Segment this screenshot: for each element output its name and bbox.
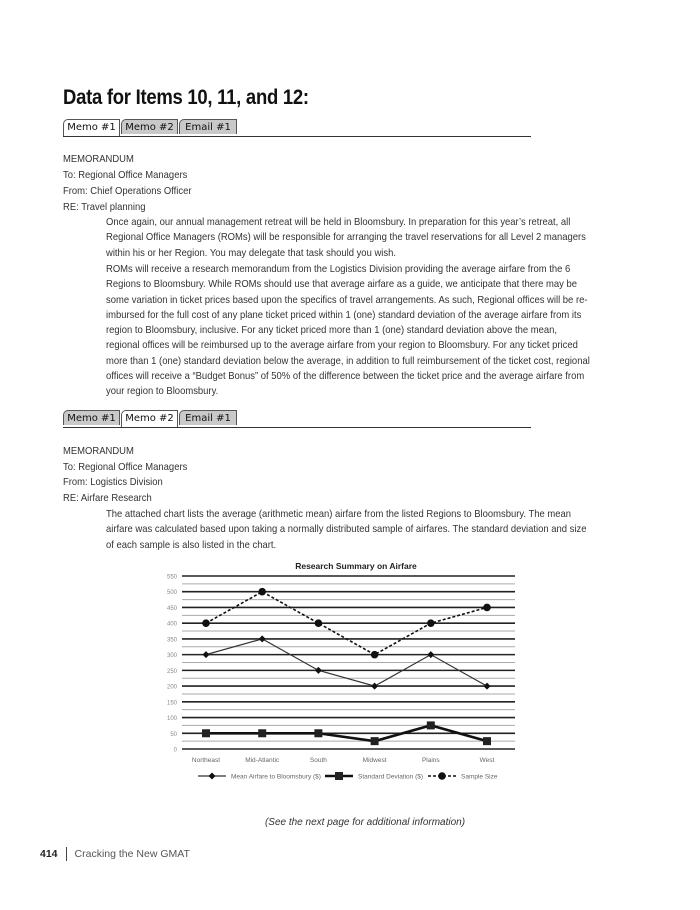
memo1-from: From: Chief Operations Officer [63,185,192,197]
page-number: 414 [40,847,58,860]
circle-marker-icon [258,588,266,596]
square-marker-icon [258,729,266,737]
legend-label: Mean Airfare to Bloomsbury ($) [231,773,321,781]
circle-marker-icon [202,619,210,627]
legend-circle-icon [438,772,446,780]
y-tick-label: 300 [166,653,177,660]
x-category-label: Midwest [362,757,387,764]
y-tick-label: 500 [166,590,177,597]
y-tick-label: 100 [166,716,177,723]
legend-label: Sample Size [461,773,498,781]
memo1-paragraph-1: Once again, our annual management retreat will be held in Bloomsbury. In preparation for this year’s retreat, all Regional Office Managers (ROMs) will be responsible for arranging the travel reservations for all Level 2 managers within his or her Region. You may delegate that task should you wish. [106,216,586,259]
book-title: Cracking the New GMAT [74,847,190,860]
footer-divider [66,847,67,861]
tab-memo-1[interactable]: Memo #1 [63,410,120,425]
memo2-to: To: Regional Office Managers [63,461,188,473]
tab-bar-memo1 [63,119,531,137]
diamond-marker-icon [427,651,434,658]
y-tick-label: 250 [166,668,177,675]
diamond-marker-icon [259,635,266,642]
x-category-label: Northeast [191,757,221,764]
y-tick-label: 150 [166,700,177,707]
x-category-label: West [479,757,495,764]
y-tick-label: 50 [170,731,177,738]
square-marker-icon [371,737,379,745]
y-tick-label: 550 [166,574,177,581]
memo2-from: From: Logistics Division [63,476,163,488]
diamond-marker-icon [315,667,322,674]
y-tick-label: 450 [166,605,177,612]
series-line [206,639,487,686]
memo2-type: MEMORANDUM [63,445,134,457]
square-marker-icon [314,729,322,737]
y-tick-label: 400 [166,621,177,628]
square-marker-icon [483,737,491,745]
legend-label: Standard Deviation ($) [358,773,424,781]
x-category-label: South [309,757,327,764]
tab-bar-memo2 [63,410,531,428]
series-line [206,725,487,741]
diamond-marker-icon [371,683,378,690]
series-line [206,592,487,655]
y-tick-label: 0 [173,747,177,754]
memo2-paragraph-1: The attached chart lists the average (arithmetic mean) airfare from the listed Regions to Bloomsbury. The mean airfare was calculated based upon taking a normally distributed sample of airfares. The standard deviation and size of each sample is also listed in the chart. [106,508,587,551]
tab-memo-2[interactable]: Memo #2 [121,410,178,427]
page-footer [40,847,190,861]
square-marker-icon [427,721,435,729]
next-page-note: (See the next page for additional information) [264,817,466,828]
y-tick-label: 350 [166,637,177,644]
memo2-re: RE: Airfare Research [63,492,152,504]
y-tick-label: 200 [166,684,177,691]
tab-email-1[interactable]: Email #1 [179,119,237,134]
tab-memo-1[interactable]: Memo #1 [63,119,120,136]
circle-marker-icon [315,619,323,627]
memo1-type: MEMORANDUM [63,153,134,165]
legend-square-icon [335,772,343,780]
tab-memo-2[interactable]: Memo #2 [121,119,178,134]
square-marker-icon [202,729,210,737]
circle-marker-icon [483,604,491,612]
diamond-marker-icon [484,683,491,690]
memo1-re: RE: Travel planning [63,201,146,213]
tab-email-1[interactable]: Email #1 [179,410,237,425]
chart-title: Research Summary on Airfare [295,561,417,571]
legend-diamond-icon [209,773,216,780]
circle-marker-icon [371,651,379,659]
x-category-label: Plains [421,757,440,764]
memo1-paragraph-2: ROMs will receive a research memorandum from the Logistics Division providing the average airfare from the 6 Regions to Bloomsbury. While ROMs should use that average airfare as a guide, we anticipate that there may be some variation in ticket prices based upon the specifics of travel arrangements. As such, Regional offices will be re-imbursed for the full cost of any plane ticket priced within 1 (one) standard deviation of the average airfare from its region to Bloomsbury, inclusive. For any ticket priced more than 1 (one) standard deviation above the mean, regional offices will be reimbursed up to the average airfare from your region to Bloomsbury. For any ticket priced more than 1 (one) standard deviation below the average, in addition to full reimbursement of the ticket cost, regional offices will receive a “Budget Bonus” of 50% of the difference between the ticket price and the average airfare from your region to Bloomsbury. [106,263,590,398]
page-title: Data for Items 10, 11, and 12: [63,86,309,109]
x-category-label: Mid-Atlantic [245,757,280,764]
memo1-to: To: Regional Office Managers [63,169,188,181]
diamond-marker-icon [203,651,210,658]
circle-marker-icon [427,619,435,627]
